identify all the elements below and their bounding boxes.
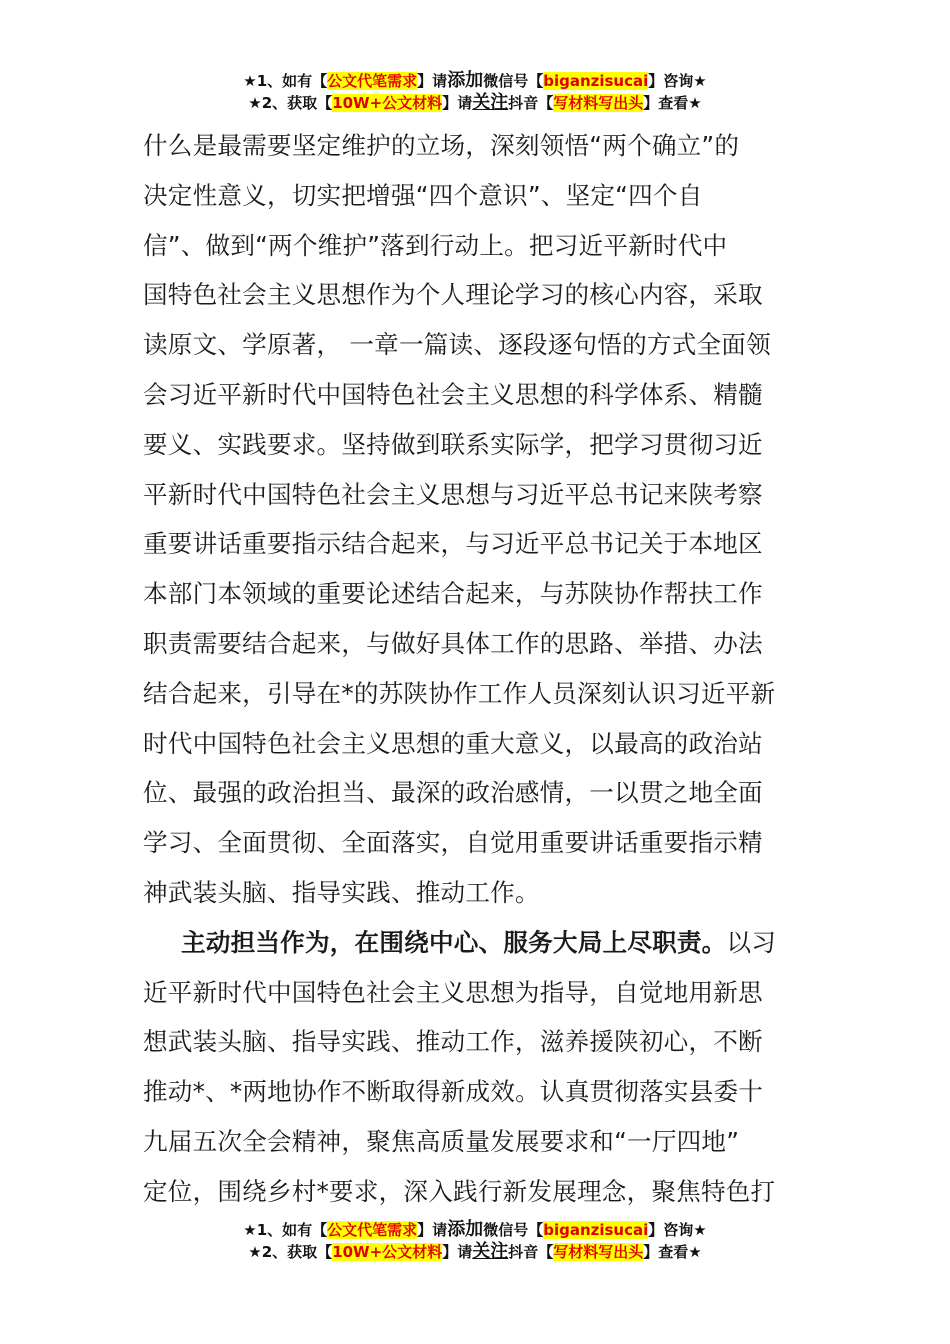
text-line (143, 918, 803, 968)
text-line: 推动*、*两地协作不断取得新成效。认真贯彻落实县委十 (143, 1077, 764, 1107)
banner-emphasis: 添加 (447, 70, 484, 91)
text-line: 平新时代中国特色社会主义思想与习近平总书记来陕考察 (143, 479, 763, 509)
banner-text: 】查看★ (643, 94, 702, 112)
text-line: 读原文、学原著， 一章一篇读、逐段逐句悟的方式全面领 (143, 330, 771, 360)
banner-text: ★2、获取【 (248, 1243, 333, 1261)
text-line: 什么是最需要坚定维护的立场，深刻领悟“两个确立”的 (143, 131, 740, 160)
text-line: 位、最强的政治担当、最深的政治感情，一以贯之地全面 (143, 778, 763, 808)
banner-line-2 (0, 1241, 950, 1263)
text-line: 定位，围绕乡村*要求，深入践行新发展理念，聚焦特色打 (143, 1176, 776, 1206)
banner-text: 抖音【 (508, 94, 554, 112)
banner-douyin-id: 写材料写出头 (553, 1243, 644, 1261)
banner-text: 】咨询★ (648, 1221, 707, 1239)
banner-emphasis: 关注 (472, 1241, 509, 1262)
text-line: 国特色社会主义思想作为个人理论学习的核心内容，采取 (143, 280, 763, 310)
banner-highlight: 公文代笔需求 (327, 72, 418, 90)
banner-douyin-id: 写材料写出头 (553, 94, 644, 112)
text-line: 神武装头脑、指导实践、推动工作。 (143, 877, 540, 907)
banner-text: ★1、如有【 (243, 72, 328, 90)
text-line: 想武装头脑、指导实践、推动工作，滋养援陕初心，不断 (143, 1027, 763, 1057)
banner-line-2 (0, 92, 950, 114)
banner-text: 】请 (442, 94, 473, 112)
paragraph-1 (143, 121, 803, 918)
header-banner (0, 70, 950, 114)
banner-line-1 (0, 1219, 950, 1241)
banner-text: 微信号【 (483, 1221, 544, 1239)
document-body (143, 121, 803, 1217)
banner-text: 微信号【 (483, 72, 544, 90)
banner-text: ★1、如有【 (243, 1221, 328, 1239)
banner-emphasis: 添加 (447, 1219, 484, 1240)
text-line: 会习近平新时代中国特色社会主义思想的科学体系、精髓 (143, 379, 763, 409)
paragraph-lead-heading: 主动担当作为，在围绕中心、服务大局上尽职责。 (181, 927, 727, 957)
banner-line-1 (0, 70, 950, 92)
text-line: 职责需要结合起来，与做好具体工作的思路、举措、办法 (143, 628, 763, 658)
banner-text: 】请 (442, 1243, 473, 1261)
text-line: 九届五次全会精神，聚焦高质量发展要求和“一厅四地” (143, 1126, 740, 1156)
banner-text: 】查看★ (643, 1243, 702, 1261)
footer-banner (0, 1219, 950, 1263)
banner-wechat-id: biganzisucai (543, 1221, 649, 1239)
text-line: 决定性意义，切实把增强“四个意识”、坚定“四个自 (143, 180, 703, 210)
text-line: 时代中国特色社会主义思想的重大意义，以最高的政治站 (143, 728, 763, 758)
banner-text: 】请 (417, 72, 448, 90)
text-line: 结合起来，引导在*的苏陕协作工作人员深刻认识习近平新 (143, 678, 776, 708)
text-line: 学习、全面贯彻、全面落实，自觉用重要讲话重要指示精 (143, 828, 763, 858)
text-line: 本部门本领域的重要论述结合起来，与苏陕协作帮扶工作 (143, 579, 763, 609)
banner-text: ★2、获取【 (248, 94, 333, 112)
banner-text: 抖音【 (508, 1243, 554, 1261)
banner-emphasis: 关注 (472, 92, 509, 113)
text-line: 信”、做到“两个维护”落到行动上。把习近平新时代中 (143, 230, 728, 260)
text-line: 重要讲话重要指示结合起来，与习近平总书记关于本地区 (143, 529, 763, 559)
banner-wechat-id: biganzisucai (543, 72, 649, 90)
text-line-rest: 以习 (726, 927, 777, 957)
banner-highlight: 10W+公文材料 (332, 94, 443, 112)
text-line: 要义、实践要求。坚持做到联系实际学，把学习贯彻习近 (143, 429, 763, 459)
paragraph-2 (143, 918, 803, 1217)
banner-text: 】咨询★ (648, 72, 707, 90)
banner-highlight: 公文代笔需求 (327, 1221, 418, 1239)
banner-highlight: 10W+公文材料 (332, 1243, 443, 1261)
banner-text: 】请 (417, 1221, 448, 1239)
text-line: 近平新时代中国特色社会主义思想为指导，自觉地用新思 (143, 977, 763, 1007)
